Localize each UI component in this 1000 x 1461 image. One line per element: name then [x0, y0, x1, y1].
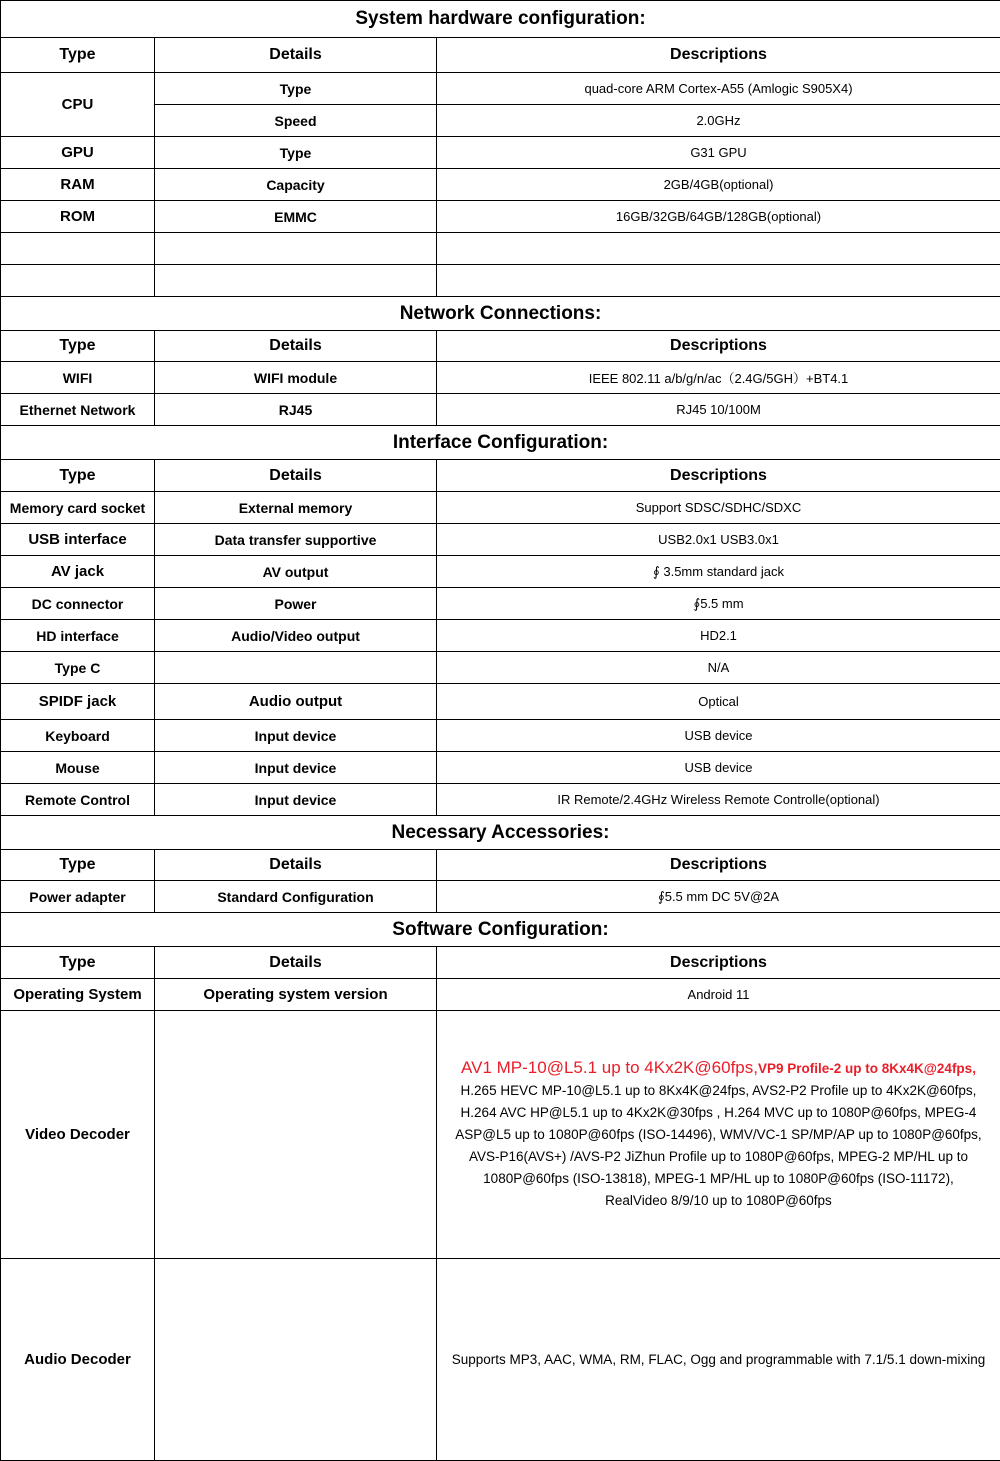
header-descriptions: Descriptions — [437, 850, 1000, 881]
interface-row-details — [155, 652, 437, 684]
interface-row-details: Data transfer supportive — [155, 524, 437, 556]
interface-row-type: Keyboard — [1, 720, 155, 752]
section-title-hardware: System hardware configuration: — [1, 1, 1000, 38]
video-decoder-details — [155, 1011, 437, 1259]
os-details: Operating system version — [155, 979, 437, 1011]
gpu-desc: G31 GPU — [437, 137, 1000, 169]
cpu-type-desc: quad-core ARM Cortex-A55 (Amlogic S905X4) — [437, 73, 1000, 105]
power-adapter-details: Standard Configuration — [155, 881, 437, 913]
gpu-details: Type — [155, 137, 437, 169]
video-decoder-type: Video Decoder — [1, 1011, 155, 1259]
video-decoder-highlight-line — [441, 1057, 996, 1080]
interface-row-type: Remote Control — [1, 784, 155, 816]
header-descriptions: Descriptions — [437, 331, 1000, 362]
ethernet-type: Ethernet Network — [1, 394, 155, 426]
video-decoder-desc — [437, 1011, 1000, 1259]
ram-details: Capacity — [155, 169, 437, 201]
header-details: Details — [155, 850, 437, 881]
header-type: Type — [1, 331, 155, 362]
gpu-type: GPU — [1, 137, 155, 169]
vp9-spec: VP9 Profile-2 up to 8Kx4K@24fps, — [758, 1061, 976, 1076]
interface-row-details: Audio output — [155, 684, 437, 720]
header-descriptions: Descriptions — [437, 460, 1000, 492]
interface-row-desc: USB2.0x1 USB3.0x1 — [437, 524, 1000, 556]
header-descriptions: Descriptions — [437, 947, 1000, 979]
rom-details: EMMC — [155, 201, 437, 233]
cpu-type: CPU — [1, 73, 155, 137]
ram-desc: 2GB/4GB(optional) — [437, 169, 1000, 201]
video-decoder-line: H.264 AVC HP@L5.1 up to 4Kx2K@30fps , H.264 MVC up to 1080P@60fps, MPEG-4 — [441, 1102, 996, 1124]
interface-row-details: AV output — [155, 556, 437, 588]
interface-row-details: Power — [155, 588, 437, 620]
video-decoder-line: H.265 HEVC MP-10@L5.1 up to 8Kx4K@24fps, AVS2-P2 Profile up to 4Kx2K@60fps, — [441, 1080, 996, 1102]
header-descriptions: Descriptions — [437, 38, 1000, 73]
interface-row-type: SPIDF jack — [1, 684, 155, 720]
video-decoder-line: ASP@L5 up to 1080P@60fps (ISO-14496), WMV/VC-1 SP/MP/AP up to 1080P@60fps, — [441, 1124, 996, 1146]
section-title-software: Software Configuration: — [1, 913, 1000, 947]
ram-type: RAM — [1, 169, 155, 201]
section-title-network: Network Connections: — [1, 297, 1000, 331]
interface-row-type: USB interface — [1, 524, 155, 556]
ethernet-details: RJ45 — [155, 394, 437, 426]
header-type: Type — [1, 850, 155, 881]
audio-decoder-details — [155, 1259, 437, 1461]
empty-row — [1, 233, 1000, 265]
section-title-accessories: Necessary Accessories: — [1, 816, 1000, 850]
audio-decoder-desc: Supports MP3, AAC, WMA, RM, FLAC, Ogg and programmable with 7.1/5.1 down-mixing — [437, 1259, 1000, 1461]
interface-row-desc: N/A — [437, 652, 1000, 684]
section-title-interface: Interface Configuration: — [1, 426, 1000, 460]
interface-row-type: HD interface — [1, 620, 155, 652]
os-desc: Android 11 — [437, 979, 1000, 1011]
wifi-details: WIFI module — [155, 362, 437, 394]
interface-row-type: AV jack — [1, 556, 155, 588]
empty-row — [1, 265, 1000, 297]
interface-row-desc: USB device — [437, 720, 1000, 752]
interface-row-details: External memory — [155, 492, 437, 524]
cpu-speed-desc: 2.0GHz — [437, 105, 1000, 137]
video-decoder-line: AVS-P16(AVS+) /AVS-P2 JiZhun Profile up to 1080P@60fps, MPEG-2 MP/HL up to — [441, 1146, 996, 1168]
header-type: Type — [1, 947, 155, 979]
interface-row-type: Mouse — [1, 752, 155, 784]
interface-row-desc: ∮5.5 mm — [437, 588, 1000, 620]
interface-row-type: Memory card socket — [1, 492, 155, 524]
ethernet-desc: RJ45 10/100M — [437, 394, 1000, 426]
header-details: Details — [155, 331, 437, 362]
header-details: Details — [155, 460, 437, 492]
wifi-type: WIFI — [1, 362, 155, 394]
interface-row-desc: Optical — [437, 684, 1000, 720]
wifi-desc: IEEE 802.11 a/b/g/n/ac（2.4G/5GH）+BT4.1 — [437, 362, 1000, 394]
av1-spec: AV1 MP-10@L5.1 up to 4Kx2K@60fps, — [461, 1058, 758, 1077]
rom-type: ROM — [1, 201, 155, 233]
header-details: Details — [155, 38, 437, 73]
interface-row-details: Input device — [155, 784, 437, 816]
interface-row-desc: HD2.1 — [437, 620, 1000, 652]
interface-row-desc: IR Remote/2.4GHz Wireless Remote Controlle(optional) — [437, 784, 1000, 816]
video-decoder-line: 1080P@60fps (ISO-13818), MPEG-1 MP/HL up to 1080P@60fps (ISO-11172), — [441, 1168, 996, 1190]
interface-row-desc: Support SDSC/SDHC/SDXC — [437, 492, 1000, 524]
cpu-speed-details: Speed — [155, 105, 437, 137]
rom-desc: 16GB/32GB/64GB/128GB(optional) — [437, 201, 1000, 233]
interface-row-type: DC connector — [1, 588, 155, 620]
power-adapter-type: Power adapter — [1, 881, 155, 913]
os-type: Operating System — [1, 979, 155, 1011]
header-details: Details — [155, 947, 437, 979]
cpu-type-details: Type — [155, 73, 437, 105]
interface-row-details: Input device — [155, 720, 437, 752]
interface-row-type: Type C — [1, 652, 155, 684]
header-type: Type — [1, 460, 155, 492]
interface-row-details: Input device — [155, 752, 437, 784]
interface-row-desc: USB device — [437, 752, 1000, 784]
header-type: Type — [1, 38, 155, 73]
interface-row-desc: ∮ 3.5mm standard jack — [437, 556, 1000, 588]
video-decoder-line: RealVideo 8/9/10 up to 1080P@60fps — [441, 1190, 996, 1212]
interface-row-details: Audio/Video output — [155, 620, 437, 652]
power-adapter-desc: ∮5.5 mm DC 5V@2A — [437, 881, 1000, 913]
audio-decoder-type: Audio Decoder — [1, 1259, 155, 1461]
